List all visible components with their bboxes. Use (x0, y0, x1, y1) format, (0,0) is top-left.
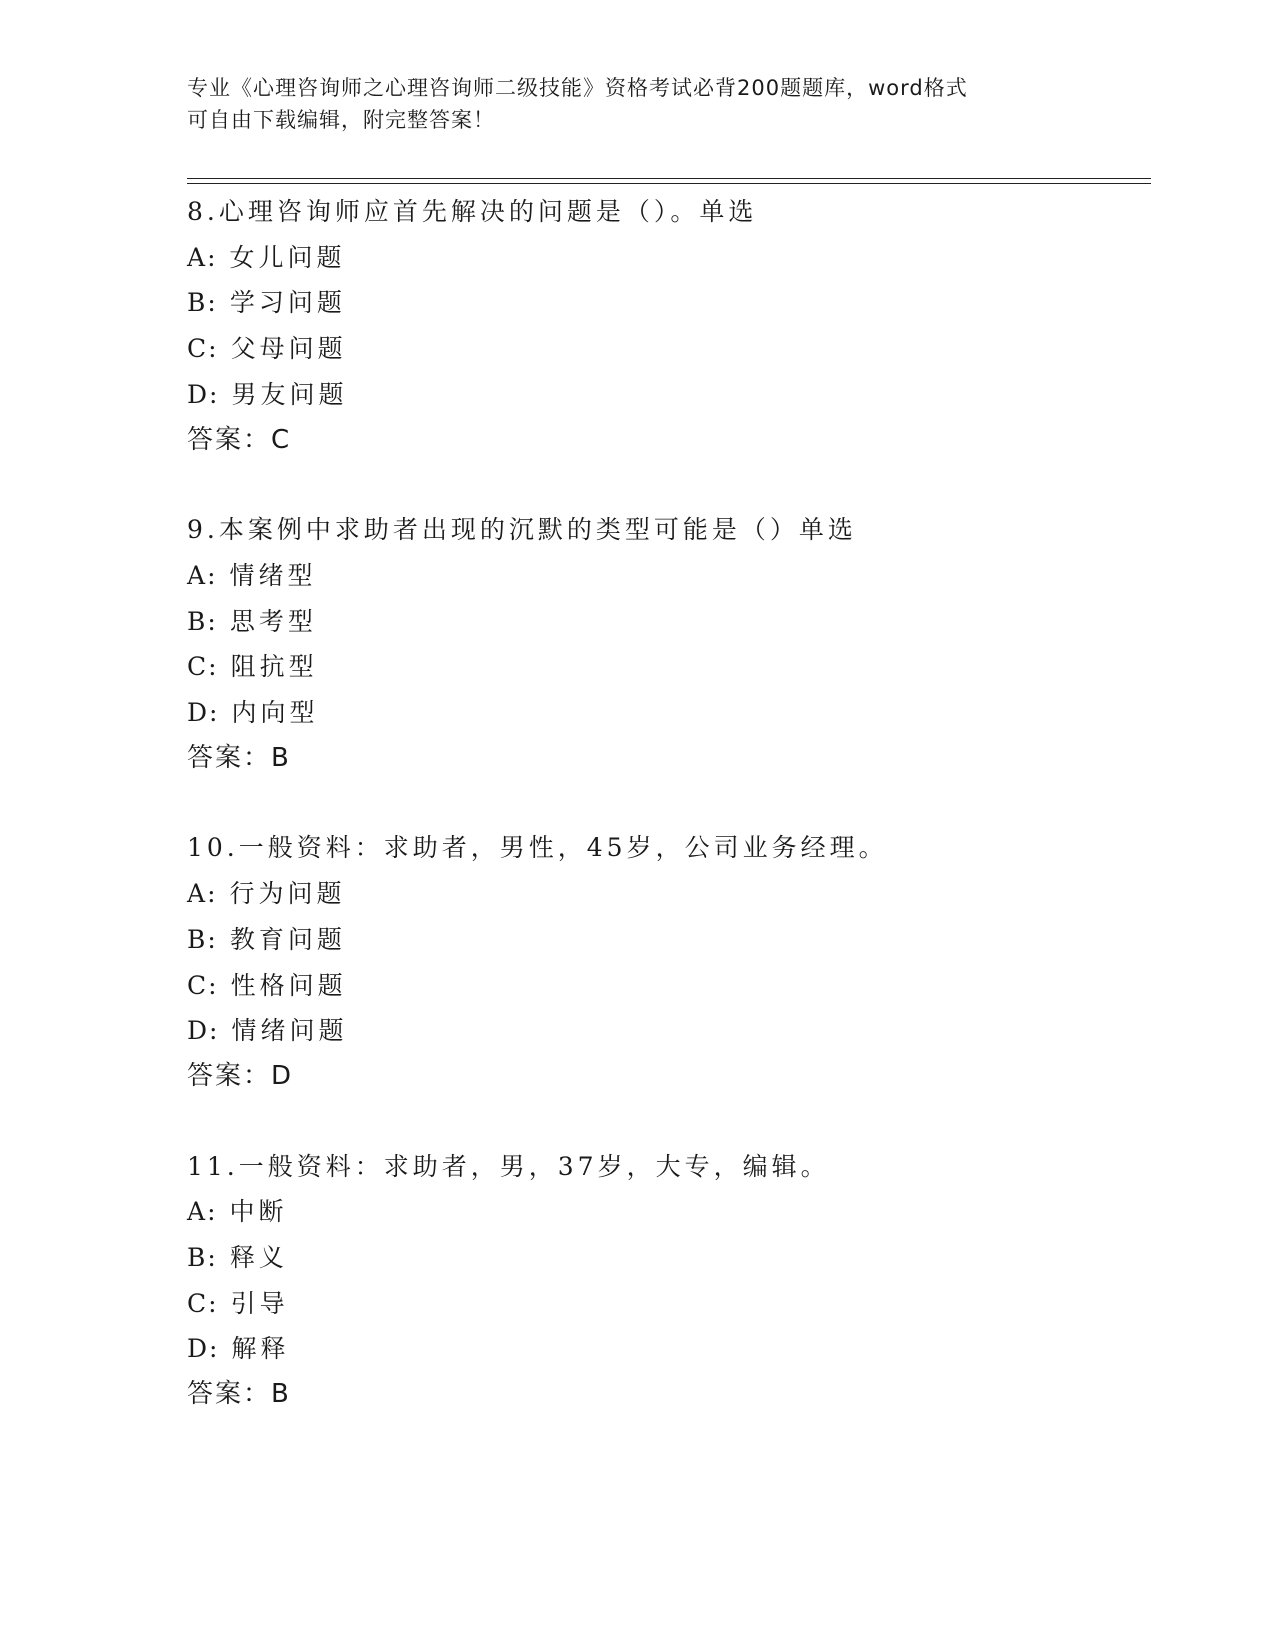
option-letter: D (187, 698, 210, 728)
option-letter: B (187, 924, 208, 954)
question-title: 9.本案例中求助者出现的沉默的类型可能是（）单选 (187, 515, 857, 545)
option-letter: D (187, 1334, 210, 1364)
option-d (187, 372, 1137, 418)
option-separator: : (207, 242, 220, 272)
option-d (187, 690, 1137, 736)
option-b (187, 1235, 1137, 1281)
option-a (187, 553, 1137, 599)
option-separator: : (207, 1197, 220, 1227)
option-letter: D (187, 1016, 210, 1046)
question-item (187, 825, 1137, 1099)
option-c (187, 963, 1137, 1009)
option-separator: : (208, 334, 221, 364)
option-b (187, 280, 1137, 326)
option-separator: : (207, 879, 220, 909)
option-d (187, 1008, 1137, 1054)
option-separator: : (208, 1288, 221, 1318)
header-line-2: 可自由下载编辑，附完整答案！ (187, 108, 495, 132)
question-title: 8.心理咨询师应首先解决的问题是（）。单选 (187, 197, 758, 226)
option-letter: A (187, 1197, 208, 1227)
option-text: 内向型 (231, 698, 319, 728)
option-separator: : (209, 379, 222, 409)
option-d (187, 1326, 1137, 1372)
option-text: 阻抗型 (230, 652, 318, 682)
option-letter: C (187, 970, 209, 1000)
option-c (187, 644, 1137, 690)
option-letter: A (187, 879, 208, 909)
option-text: 解释 (231, 1334, 290, 1364)
option-letter: B (187, 1243, 208, 1273)
option-a (187, 871, 1137, 917)
question-title: 11.一般资料：求助者，男，37岁，大专，编辑。 (187, 1151, 830, 1181)
option-separator: : (208, 652, 221, 682)
option-text: 学习问题 (229, 288, 346, 318)
question-item (187, 189, 1137, 463)
option-text: 教育问题 (229, 924, 346, 954)
option-letter: D (187, 379, 210, 409)
option-text: 女儿问题 (229, 242, 346, 272)
option-text: 男友问题 (231, 379, 348, 409)
option-c (187, 326, 1137, 372)
option-text: 引导 (230, 1288, 289, 1318)
header-divider-bottom (187, 183, 1151, 184)
option-text: 情绪问题 (231, 1016, 348, 1046)
option-text: 思考型 (229, 606, 317, 636)
option-letter: C (187, 1288, 209, 1318)
option-letter: C (187, 652, 209, 682)
option-separator: : (207, 606, 220, 636)
option-text: 中断 (229, 1197, 288, 1227)
option-letter: A (187, 560, 208, 590)
option-separator: : (207, 924, 220, 954)
option-letter: B (187, 606, 208, 636)
option-letter: B (187, 288, 208, 318)
option-b (187, 599, 1137, 645)
header-line-1: 专业《心理咨询师之心理咨询师二级技能》资格考试必背200题题库，word格式 (187, 76, 968, 100)
option-text: 释义 (229, 1243, 288, 1273)
option-separator: : (209, 698, 222, 728)
option-separator: : (209, 1334, 222, 1364)
document-header (187, 72, 1087, 136)
option-c (187, 1281, 1137, 1327)
question-list (187, 189, 1137, 1462)
option-separator: : (207, 288, 220, 318)
header-divider-top (187, 178, 1151, 179)
option-separator: : (208, 970, 221, 1000)
option-text: 性格问题 (230, 970, 347, 1000)
question-item (187, 1144, 1137, 1418)
option-separator: : (207, 560, 220, 590)
option-a (187, 235, 1137, 281)
answer-line: 答案：B (187, 1379, 291, 1410)
option-separator: : (207, 1243, 220, 1273)
answer-line: 答案：D (187, 1060, 294, 1091)
option-text: 情绪型 (229, 560, 317, 590)
question-item (187, 507, 1137, 781)
option-text: 父母问题 (230, 334, 347, 364)
option-letter: A (187, 242, 208, 272)
answer-line: 答案：C (187, 424, 292, 455)
option-text: 行为问题 (229, 879, 346, 909)
answer-line: 答案：B (187, 742, 291, 773)
option-b (187, 917, 1137, 963)
question-title: 10.一般资料：求助者，男性，45岁，公司业务经理。 (187, 833, 888, 863)
option-a (187, 1189, 1137, 1235)
option-letter: C (187, 334, 209, 364)
option-separator: : (209, 1016, 222, 1046)
